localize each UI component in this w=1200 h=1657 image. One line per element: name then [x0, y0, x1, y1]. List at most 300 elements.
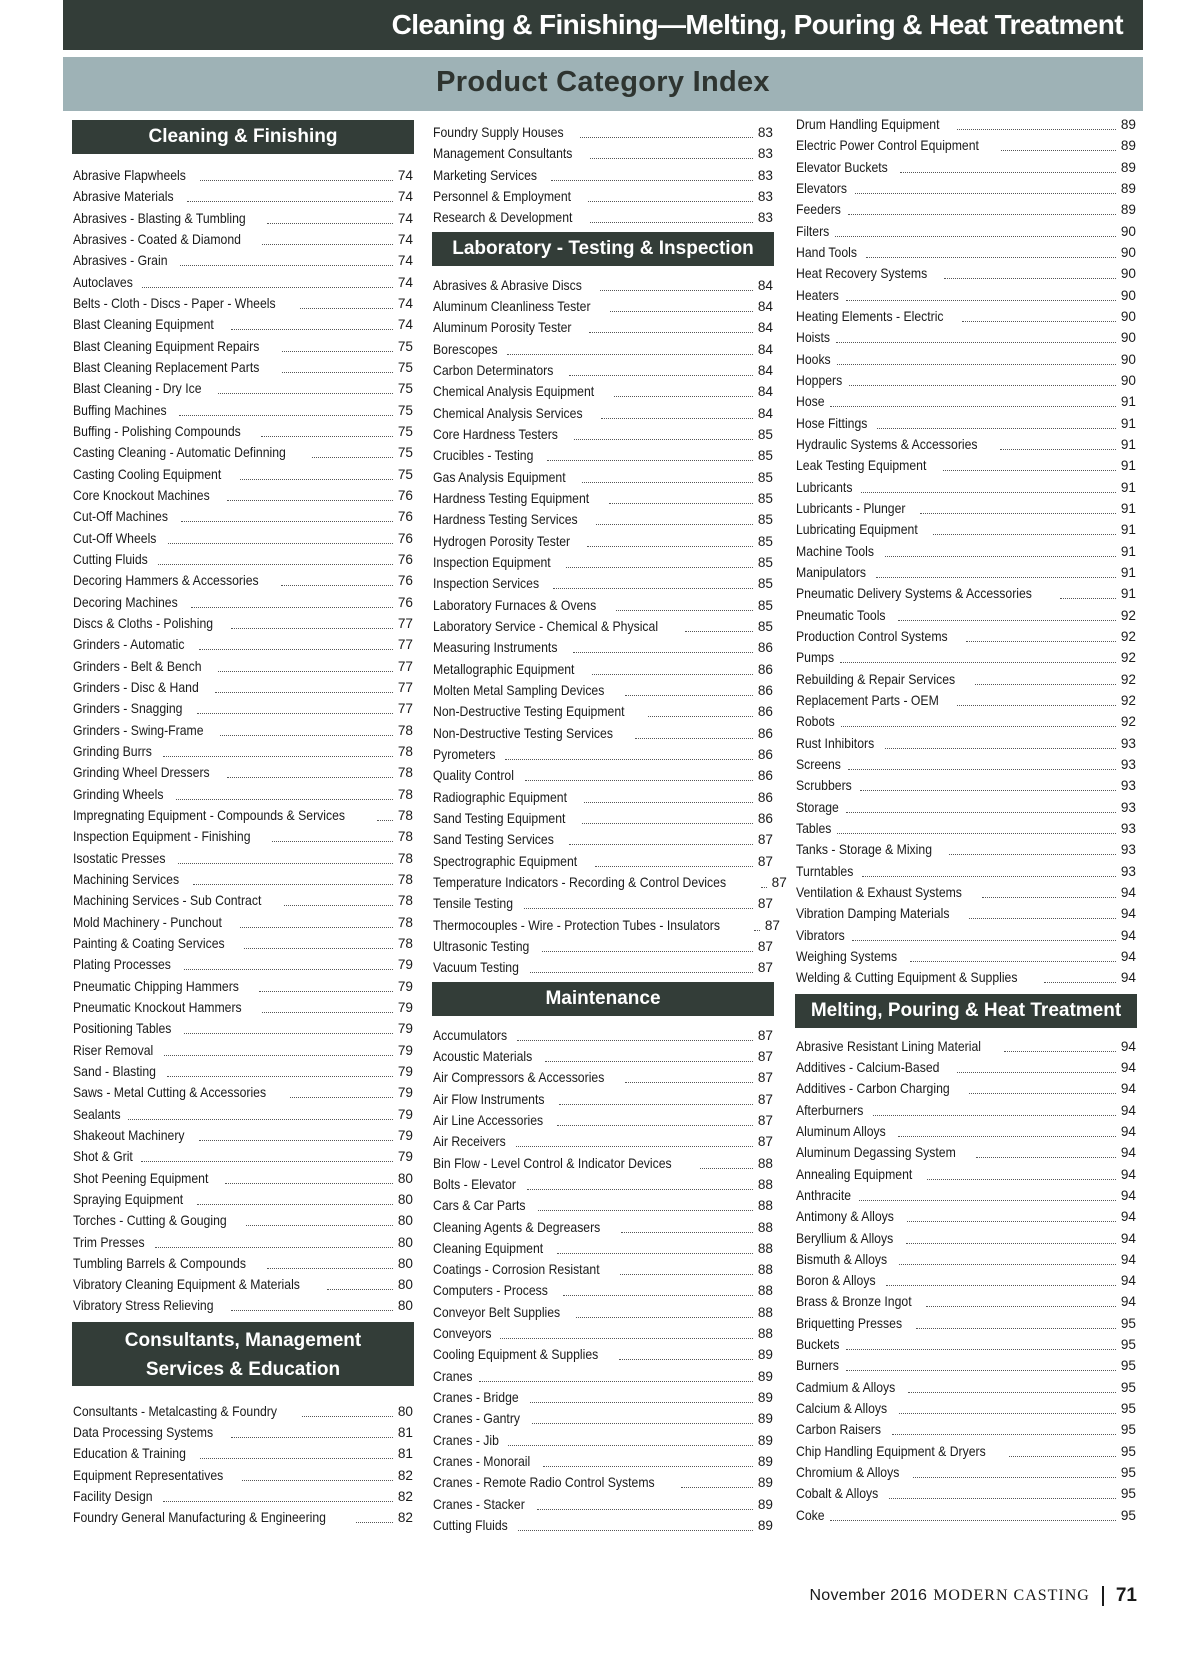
dot-leader	[933, 534, 1116, 535]
entry-name: Cranes	[433, 1369, 473, 1384]
dot-leader	[563, 1295, 753, 1296]
entry-page: 94	[1120, 1081, 1136, 1096]
index-entry	[796, 1182, 1136, 1204]
dot-leader	[524, 908, 753, 909]
index-entry	[796, 1054, 1136, 1076]
entry-page: 80	[397, 1298, 413, 1313]
index-entry	[796, 900, 1136, 922]
entry-page: 83	[757, 189, 773, 204]
entry-page: 94	[1120, 1188, 1136, 1203]
index-entry	[73, 1143, 413, 1165]
dot-leader	[899, 1264, 1116, 1265]
entry-page: 78	[397, 872, 413, 887]
index-entry	[433, 162, 773, 184]
entry-name: Beryllium & Alloys	[796, 1231, 894, 1246]
dot-leader	[852, 940, 1116, 941]
entry-name: Cleaning Equipment	[433, 1241, 544, 1256]
entry-name: Inspection Equipment	[433, 555, 551, 570]
index-entry	[796, 1161, 1136, 1183]
entry-page: 94	[1120, 1273, 1136, 1288]
dot-leader	[262, 244, 393, 245]
entry-name: Feeders	[796, 202, 841, 217]
entry-name: Sand Testing Equipment	[433, 811, 566, 826]
dot-leader	[846, 1349, 1116, 1350]
dot-leader	[218, 393, 393, 394]
index-entry	[433, 357, 773, 379]
entry-name: Machining Services	[73, 872, 180, 887]
dot-leader	[848, 769, 1116, 770]
entry-name: Autoclaves	[73, 275, 133, 290]
dot-leader	[141, 1161, 392, 1162]
dot-leader	[862, 876, 1116, 877]
entry-name: Isostatic Presses	[73, 851, 166, 866]
entry-page: 78	[397, 723, 413, 738]
entry-page: 89	[1120, 160, 1136, 175]
entry-page: 91	[1120, 586, 1136, 601]
dot-leader	[193, 884, 393, 885]
entry-name: Abrasives & Abrasive Discs	[433, 278, 582, 293]
entry-name: Storage	[796, 800, 839, 815]
index-entry	[433, 1277, 773, 1299]
entry-page: 85	[757, 619, 773, 634]
entry-page: 85	[757, 512, 773, 527]
entry-name: Marketing Services	[433, 168, 538, 183]
entry-page: 84	[757, 363, 773, 378]
dot-leader	[553, 588, 753, 589]
entry-name: Painting & Coating Services	[73, 936, 225, 951]
dot-leader	[1044, 982, 1116, 983]
dot-leader	[167, 1076, 393, 1077]
dot-leader	[846, 1370, 1116, 1371]
footer-divider	[1102, 1586, 1104, 1606]
index-entry	[73, 439, 413, 461]
dot-leader	[163, 1501, 392, 1502]
entry-name: Briquetting Presses	[796, 1316, 903, 1331]
index-entry	[73, 1165, 413, 1187]
entry-page: 94	[1120, 1231, 1136, 1246]
entry-name: Tumbling Barrels & Compounds	[73, 1256, 246, 1271]
entry-page: 80	[397, 1277, 413, 1292]
entry-page: 85	[757, 470, 773, 485]
entry-name: Elevator Buckets	[796, 160, 888, 175]
dot-leader	[184, 969, 393, 970]
index-entry	[433, 119, 773, 141]
dot-leader	[898, 1136, 1116, 1137]
dot-leader	[754, 930, 760, 931]
index-entry	[73, 1186, 413, 1208]
index-entry	[433, 826, 773, 848]
dot-leader	[944, 278, 1116, 279]
entry-page: 85	[757, 534, 773, 549]
index-entry	[433, 954, 773, 976]
index-entry	[796, 580, 1136, 602]
dot-leader	[543, 1466, 753, 1467]
dot-leader	[547, 460, 753, 461]
dot-leader	[227, 500, 393, 501]
entry-name: Production Control Systems	[796, 629, 948, 644]
index-entry	[433, 741, 773, 763]
entry-page: 79	[397, 1064, 413, 1079]
index-entry	[433, 677, 773, 699]
section-header	[72, 1322, 414, 1386]
section-header-line: Melting, Pouring & Heat Treatment	[810, 999, 1122, 1021]
entry-page: 94	[1120, 1124, 1136, 1139]
entry-name: Casting Cleaning - Automatic Definning	[73, 445, 286, 460]
index-entry	[433, 400, 773, 422]
index-entry	[796, 1352, 1136, 1374]
entry-page: 84	[757, 384, 773, 399]
entry-name: Non-Destructive Testing Services	[433, 726, 613, 741]
entry-page: 79	[397, 1021, 413, 1036]
entry-page: 94	[1120, 928, 1136, 943]
index-entry	[796, 388, 1136, 410]
entry-page: 75	[397, 360, 413, 375]
index-entry	[796, 1502, 1136, 1524]
entry-name: Shot & Grit	[73, 1149, 133, 1164]
dot-leader	[240, 479, 393, 480]
entry-page: 80	[397, 1171, 413, 1186]
index-entry	[433, 762, 773, 784]
dot-leader	[569, 844, 753, 845]
entry-name: Hooks	[796, 352, 831, 367]
entry-name: Research & Development	[433, 210, 573, 225]
entry-name: Gas Analysis Equipment	[433, 470, 566, 485]
entry-page: 75	[397, 403, 413, 418]
entry-name: Screens	[796, 757, 841, 772]
dot-leader	[164, 1055, 393, 1056]
dot-leader	[261, 436, 392, 437]
entry-name: Scrubbers	[796, 778, 852, 793]
entry-name: Air Line Accessories	[433, 1113, 544, 1128]
index-entry	[73, 1440, 413, 1462]
entry-page: 92	[1120, 672, 1136, 687]
entry-page: 75	[397, 424, 413, 439]
index-entry	[433, 1320, 773, 1342]
dot-leader	[892, 1434, 1115, 1435]
dot-leader	[537, 1509, 753, 1510]
dot-leader	[889, 1498, 1115, 1499]
entry-page: 93	[1120, 736, 1136, 751]
entry-name: Acoustic Materials	[433, 1049, 533, 1064]
entry-name: Lubricating Equipment	[796, 522, 918, 537]
index-entry	[796, 730, 1136, 752]
dot-leader	[197, 1204, 392, 1205]
entry-page: 95	[1120, 1380, 1136, 1395]
dot-leader	[907, 1221, 1116, 1222]
index-entry	[73, 973, 413, 995]
entry-name: Welding & Cutting Equipment & Supplies	[796, 970, 1018, 985]
dot-leader	[176, 799, 393, 800]
dot-leader	[377, 820, 393, 821]
dot-leader	[859, 1200, 1116, 1201]
index-entry	[796, 260, 1136, 282]
dot-leader	[860, 790, 1116, 791]
dot-leader	[969, 1093, 1116, 1094]
entry-page: 87	[757, 832, 773, 847]
dot-leader	[841, 726, 1116, 727]
entry-name: Metallographic Equipment	[433, 662, 575, 677]
entry-name: Burners	[796, 1358, 839, 1373]
dot-leader	[290, 1097, 393, 1098]
entry-page: 84	[757, 278, 773, 293]
dot-leader	[620, 1274, 753, 1275]
index-entry	[433, 1299, 773, 1321]
dot-leader	[855, 193, 1116, 194]
entry-name: Cooling Equipment & Supplies	[433, 1347, 599, 1362]
index-entry	[73, 311, 413, 333]
dot-leader	[619, 1359, 753, 1360]
index-entry	[433, 570, 773, 592]
index-entry	[433, 1341, 773, 1363]
entry-page: 89	[1120, 202, 1136, 217]
entry-name: Bismuth & Alloys	[796, 1252, 888, 1267]
entry-name: Blast Cleaning Equipment	[73, 317, 214, 332]
entry-page: 94	[1120, 949, 1136, 964]
index-entry	[73, 503, 413, 525]
entry-page: 87	[757, 1134, 773, 1149]
index-entry	[796, 303, 1136, 325]
dot-leader	[267, 1268, 393, 1269]
index-entry	[796, 431, 1136, 453]
dot-leader	[240, 927, 392, 928]
entry-name: Lubricants	[796, 480, 853, 495]
index-entry	[796, 858, 1136, 880]
entry-name: Air Receivers	[433, 1134, 506, 1149]
dot-leader	[885, 556, 1116, 557]
entry-name: Thermocouples - Wire - Protection Tubes - Insulators	[433, 918, 720, 933]
entry-name: Inspection Services	[433, 576, 540, 591]
index-entry	[796, 772, 1136, 794]
dot-leader	[625, 1082, 753, 1083]
entry-name: Abrasives - Blasting & Tumbling	[73, 211, 246, 226]
entry-name: Quality Control	[433, 768, 514, 783]
entry-page: 85	[757, 576, 773, 591]
dot-leader	[886, 1285, 1115, 1286]
dot-leader	[908, 1392, 1116, 1393]
index-entry	[796, 1459, 1136, 1481]
entry-page: 90	[1120, 373, 1136, 388]
entry-page: 89	[757, 1411, 773, 1426]
dot-leader	[551, 180, 753, 181]
dot-leader	[163, 756, 393, 757]
index-entry	[73, 1462, 413, 1484]
entry-page: 88	[757, 1305, 773, 1320]
index-entry	[796, 751, 1136, 773]
dot-leader	[609, 503, 753, 504]
entry-name: Molten Metal Sampling Devices	[433, 683, 605, 698]
entry-page: 92	[1120, 714, 1136, 729]
index-entry	[73, 546, 413, 568]
entry-name: Cranes - Monorail	[433, 1454, 531, 1469]
section-header-line: Maintenance	[545, 987, 661, 1009]
entry-name: Carbon Determinators	[433, 363, 554, 378]
entry-name: Cranes - Bridge	[433, 1390, 519, 1405]
dot-leader	[898, 620, 1116, 621]
index-entry	[796, 324, 1136, 346]
dot-leader	[181, 521, 393, 522]
dot-leader	[557, 1253, 752, 1254]
entry-name: Aluminum Porosity Tester	[433, 320, 572, 335]
index-entry	[73, 994, 413, 1016]
entry-page: 93	[1120, 821, 1136, 836]
entry-name: Cranes - Remote Radio Control Systems	[433, 1475, 655, 1490]
index-entry	[433, 1086, 773, 1108]
entry-name: Vacuum Testing	[433, 960, 519, 975]
dot-leader	[573, 652, 753, 653]
entry-page: 87	[757, 854, 773, 869]
entry-page: 86	[757, 726, 773, 741]
entry-name: Decoring Hammers & Accessories	[73, 573, 259, 588]
index-entry	[73, 653, 413, 675]
index-entry	[73, 269, 413, 291]
entry-name: Abrasive Resistant Lining Material	[796, 1039, 981, 1054]
index-entry	[73, 1015, 413, 1037]
entry-name: Grinding Wheels	[73, 787, 164, 802]
entry-page: 91	[1120, 394, 1136, 409]
entry-name: Laboratory Furnaces & Ovens	[433, 598, 597, 613]
entry-name: Hydrogen Porosity Tester	[433, 534, 571, 549]
dot-leader	[168, 543, 393, 544]
dot-leader	[876, 577, 1116, 578]
dot-leader	[530, 1402, 753, 1403]
entry-name: Cranes - Gantry	[433, 1411, 521, 1426]
dot-leader	[580, 137, 753, 138]
dot-leader	[517, 1040, 753, 1041]
index-entry	[796, 836, 1136, 858]
entry-name: Cadmium & Alloys	[796, 1380, 896, 1395]
index-entry	[796, 282, 1136, 304]
dot-leader	[545, 1061, 753, 1062]
entry-name: Cars & Car Parts	[433, 1198, 526, 1213]
entry-page: 76	[397, 552, 413, 567]
entry-name: Positioning Tables	[73, 1021, 172, 1036]
dot-leader	[582, 823, 753, 824]
entry-page: 83	[757, 125, 773, 140]
entry-page: 87	[764, 918, 780, 933]
index-entry	[73, 887, 413, 909]
index-entry	[433, 378, 773, 400]
entry-page: 86	[757, 704, 773, 719]
entry-page: 93	[1120, 800, 1136, 815]
entry-name: Chemical Analysis Services	[433, 406, 583, 421]
index-entry	[433, 784, 773, 806]
index-entry	[433, 634, 773, 656]
entry-page: 83	[757, 146, 773, 161]
index-entry	[73, 397, 413, 419]
entry-page: 87	[757, 960, 773, 975]
entry-page: 90	[1120, 309, 1136, 324]
entry-name: Foundry Supply Houses	[433, 125, 564, 140]
banner-title: Cleaning & Finishing—Melting, Pouring & Heat Treatment	[391, 9, 1123, 40]
entry-name: Shot Peening Equipment	[73, 1171, 209, 1186]
index-entry	[796, 1438, 1136, 1460]
dot-leader	[259, 991, 393, 992]
index-entry	[73, 162, 413, 184]
entry-name: Abrasives - Grain	[73, 253, 168, 268]
dot-leader	[943, 470, 1116, 471]
entry-name: Hydraulic Systems & Accessories	[796, 437, 978, 452]
entry-page: 86	[757, 790, 773, 805]
index-entry	[433, 1491, 773, 1513]
entry-page: 84	[757, 299, 773, 314]
dot-leader	[282, 351, 393, 352]
entry-page: 95	[1120, 1422, 1136, 1437]
dot-leader	[616, 610, 753, 611]
entry-name: Aluminum Cleanliness Tester	[433, 299, 591, 314]
index-entry	[73, 610, 413, 632]
section-header	[72, 120, 414, 154]
dot-leader	[926, 1306, 1115, 1307]
index-entry	[73, 1250, 413, 1272]
section-header	[432, 232, 774, 266]
entry-name: Tensile Testing	[433, 896, 514, 911]
entry-page: 80	[397, 1192, 413, 1207]
dot-leader	[538, 1210, 753, 1211]
entry-name: Heaters	[796, 288, 839, 303]
index-entry	[796, 218, 1136, 240]
index-entry	[796, 1374, 1136, 1396]
dot-leader	[200, 1458, 392, 1459]
entry-page: 87	[771, 875, 787, 890]
entry-page: 92	[1120, 693, 1136, 708]
entry-page: 78	[397, 808, 413, 823]
entry-page: 82	[397, 1489, 413, 1504]
dot-leader	[231, 1437, 393, 1438]
dot-leader	[588, 201, 752, 202]
entry-name: Measuring Instruments	[433, 640, 558, 655]
index-entry	[796, 1267, 1136, 1289]
dot-leader	[976, 1157, 1116, 1158]
dot-leader	[516, 1146, 753, 1147]
entry-page: 87	[757, 896, 773, 911]
index-entry	[433, 1469, 773, 1491]
entry-name: Blast Cleaning - Dry Ice	[73, 381, 202, 396]
dot-leader	[500, 1338, 753, 1339]
entry-page: 77	[397, 637, 413, 652]
entry-page: 77	[397, 680, 413, 695]
entry-page: 74	[397, 211, 413, 226]
entry-page: 95	[1120, 1401, 1136, 1416]
index-entry	[796, 516, 1136, 538]
entry-page: 79	[397, 1085, 413, 1100]
dot-leader	[592, 674, 753, 675]
entry-name: Conveyor Belt Supplies	[433, 1305, 561, 1320]
entry-page: 74	[397, 317, 413, 332]
entry-name: Brass & Bronze Ingot	[796, 1294, 912, 1309]
entry-page: 77	[397, 701, 413, 716]
entry-page: 79	[397, 1000, 413, 1015]
dot-leader	[569, 375, 753, 376]
index-entry	[796, 1395, 1136, 1417]
dot-leader	[218, 671, 393, 672]
dot-leader	[635, 738, 753, 739]
index-entry	[796, 474, 1136, 496]
index-entry	[433, 140, 773, 162]
entry-page: 90	[1120, 352, 1136, 367]
index-entry	[73, 183, 413, 205]
entry-name: Carbon Raisers	[796, 1422, 882, 1437]
index-entry	[796, 943, 1136, 965]
entry-page: 88	[757, 1326, 773, 1341]
dot-leader	[479, 1381, 753, 1382]
entry-name: Sand - Blasting	[73, 1064, 156, 1079]
entry-name: Manipulators	[796, 565, 867, 580]
index-entry	[73, 205, 413, 227]
index-entry	[796, 815, 1136, 837]
index-entry	[73, 567, 413, 589]
entry-page: 93	[1120, 778, 1136, 793]
dot-leader	[566, 567, 753, 568]
